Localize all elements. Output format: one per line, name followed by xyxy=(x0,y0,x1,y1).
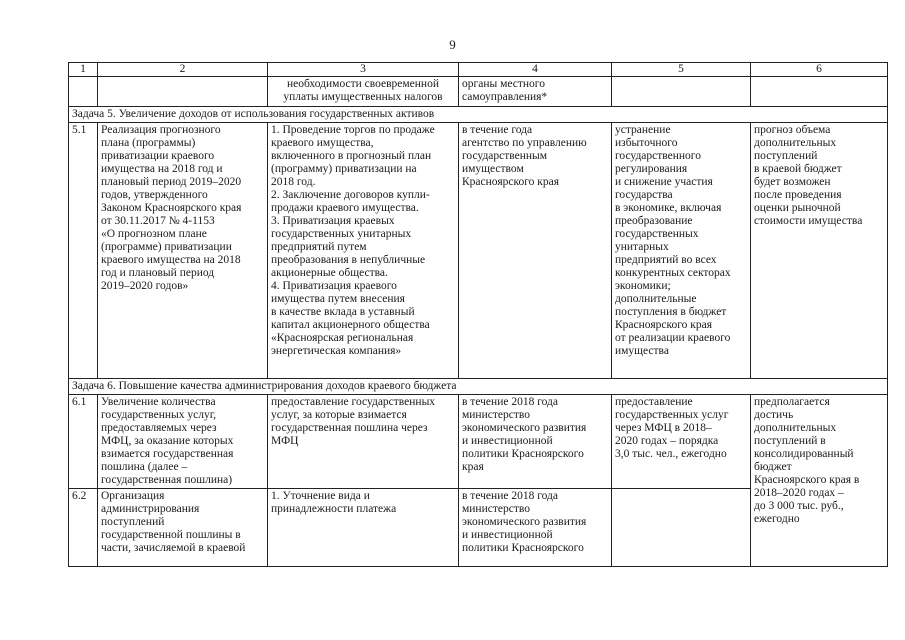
row-6-1-measure: Увеличение количества государственных услуг, предоставляемых через МФЦ, за оказание которых взимается государственная пошлина (далее – государственная пошлина) xyxy=(98,395,268,489)
continuation-measure xyxy=(98,77,268,107)
row-6-2-num: 6.2 xyxy=(69,489,98,567)
continuation-executor: органы местного самоуправления* xyxy=(459,77,612,107)
column-number-row xyxy=(69,63,888,77)
column-number-2: 2 xyxy=(98,63,268,77)
column-number-5: 5 xyxy=(612,63,751,77)
column-number-1: 1 xyxy=(69,63,98,77)
row-6-1-result: предоставление государственных услуг через МФЦ в 2018– 2020 годах – порядка 3,0 тыс. чел., ежегодно xyxy=(612,395,751,489)
row-6-2-content: 1. Уточнение вида и принадлежности платежа xyxy=(268,489,459,567)
continuation-effect xyxy=(751,77,888,107)
row-6-2-result xyxy=(612,489,751,567)
row-6-2-measure: Организация администрирования поступлений государственной пошлины в части, зачисляемой в краевой xyxy=(98,489,268,567)
row-6-2-executor: в течение 2018 года министерство экономического развития и инвестиционной политики Красноярского xyxy=(459,489,612,567)
row-6-effect: предполагается достичь дополнительных поступлений в консолидированный бюджет Красноярского края в 2018–2020 годах – до 3 000 тыс. руб., ежегодно xyxy=(751,395,888,567)
continuation-num xyxy=(69,77,98,107)
task-6-header-row xyxy=(69,379,888,395)
measures-table xyxy=(68,62,888,567)
page-number: 9 xyxy=(449,37,456,52)
row-5-1-executor: в течение года агентство по управлению государственным имуществом Красноярского края xyxy=(459,123,612,379)
row-5-1-effect: прогноз объема дополнительных поступлений в краевой бюджет будет возможен после проведения оценки рыночной стоимости имущества xyxy=(751,123,888,379)
row-6-1-content: предоставление государственных услуг, за которые взимается государственная пошлина через МФЦ xyxy=(268,395,459,489)
table-row-5-1 xyxy=(69,123,888,379)
continuation-row xyxy=(69,77,888,107)
task-5-title: Задача 5. Увеличение доходов от использования государственных активов xyxy=(69,107,888,123)
continuation-content: необходимости своевременной уплаты имущественных налогов xyxy=(268,77,459,107)
row-6-1-executor: в течение 2018 года министерство экономического развития и инвестиционной политики Красноярского края xyxy=(459,395,612,489)
column-number-6: 6 xyxy=(751,63,888,77)
row-6-1-num: 6.1 xyxy=(69,395,98,489)
row-5-1-measure: Реализация прогнозного плана (программы) приватизации краевого имущества на 2018 год и плановый период 2019–2020 годов, утвержденного Законом Красноярского края от 30.11.2017 № 4-1153 «О прогнозном плане (программе) приватизации краевого имущества на 2018 год и плановый период 2019–2020 годов» xyxy=(98,123,268,379)
task-5-header-row xyxy=(69,107,888,123)
table-row-6-1 xyxy=(69,395,888,489)
continuation-result xyxy=(612,77,751,107)
row-5-1-content: 1. Проведение торгов по продаже краевого имущества, включенного в прогнозный план (программу) приватизации на 2018 год. 2. Заключение договоров купли- продажи краевого имущества. 3. Приватизация краевых государственных унитарных предприятий путем преобразования в непубличные акционерные общества. 4. Приватизация краевого имущества путем внесения в качестве вклада в уставный капитал акционерного общества «Красноярская региональная энергетическая компания» xyxy=(268,123,459,379)
task-6-title: Задача 6. Повышение качества администрирования доходов краевого бюджета xyxy=(69,379,888,395)
column-number-4: 4 xyxy=(459,63,612,77)
row-5-1-result: устранение избыточного государственного регулирования и снижение участия государства в экономике, включая преобразование государственных унитарных предприятий во всех конкурентных секторах экономики; дополнительные поступления в бюджет Красноярского края от реализации краевого имущества xyxy=(612,123,751,379)
column-number-3: 3 xyxy=(268,63,459,77)
row-5-1-num: 5.1 xyxy=(69,123,98,379)
